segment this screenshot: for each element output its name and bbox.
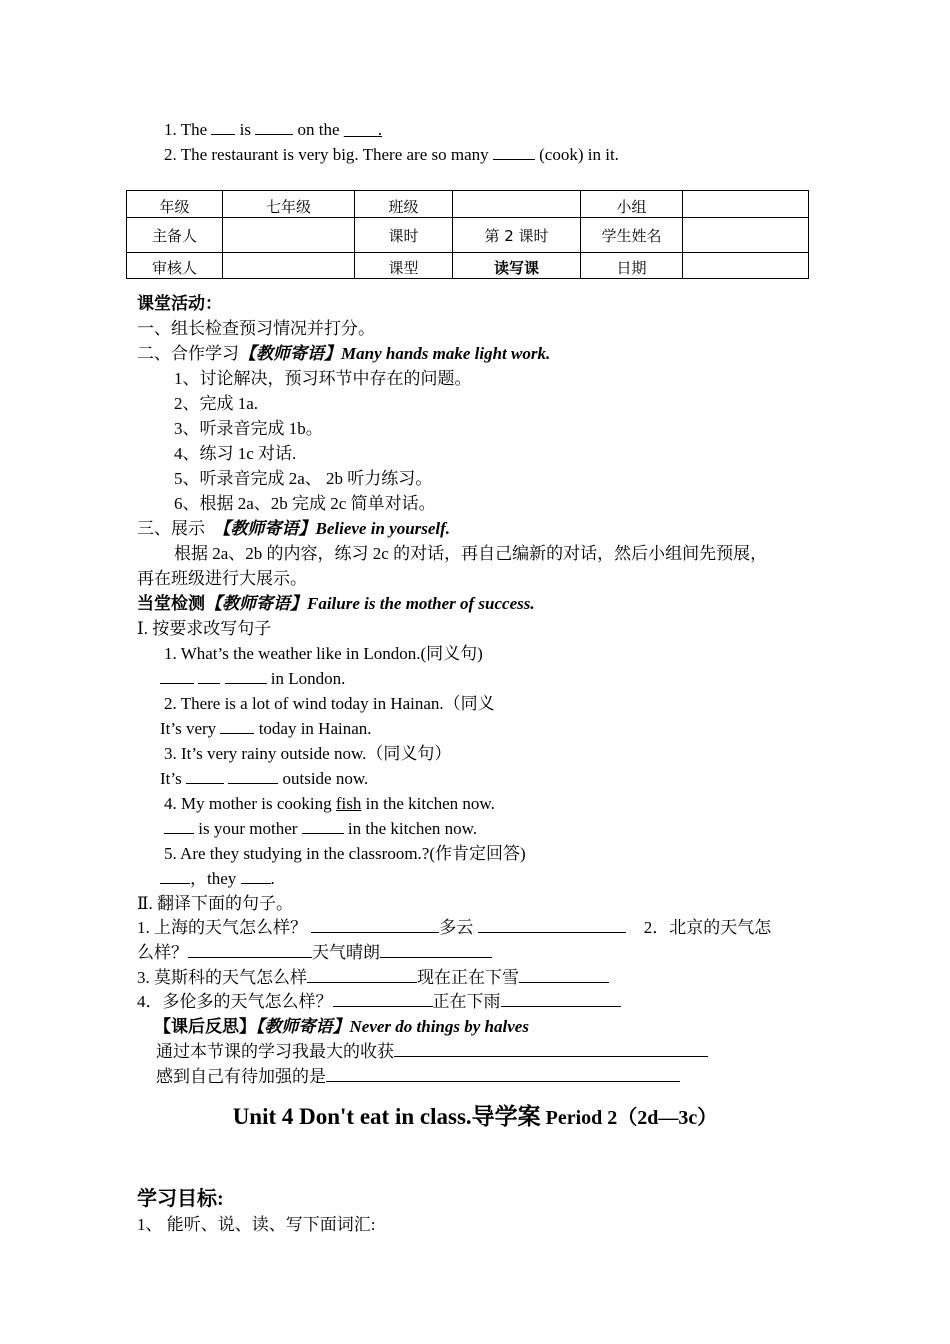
exercise-text: 2. The restaurant is very big. There are so many bbox=[164, 145, 489, 164]
blank bbox=[160, 868, 190, 884]
blank bbox=[228, 768, 278, 784]
translate-text: 2．北京的天气怎 bbox=[643, 918, 772, 937]
cell-label-preparer: 主备人 bbox=[127, 218, 223, 253]
answer-text: in the kitchen now. bbox=[347, 819, 478, 838]
goals-item-1: 1、 能听、说、读、写下面词汇: bbox=[137, 1215, 376, 1234]
translate-text: 3. 莫斯科的天气怎么样 bbox=[137, 968, 307, 987]
blank bbox=[501, 991, 621, 1007]
blank bbox=[241, 868, 271, 884]
exercise-item-2 bbox=[164, 144, 619, 166]
step-3-text-2: 再在班级进行大展示。 bbox=[137, 569, 307, 588]
exercise-item-1 bbox=[164, 119, 382, 141]
exercise-text: on the bbox=[297, 120, 340, 139]
step-2-label: 二、合作学习 bbox=[137, 344, 239, 363]
blank bbox=[311, 917, 439, 933]
period: . bbox=[377, 120, 382, 139]
cell-reviewer-value bbox=[223, 253, 355, 279]
cell-label-date: 日期 bbox=[581, 253, 683, 279]
translate-text: 现在正在下雪 bbox=[417, 968, 519, 987]
underlined-word: fish bbox=[335, 794, 362, 813]
check-title: 当堂检测 bbox=[137, 594, 205, 613]
blank bbox=[164, 818, 194, 834]
blank bbox=[198, 668, 220, 684]
question-2: 2. There is a lot of wind today in Hainan.（同义 bbox=[164, 694, 495, 713]
cell-label-lesson-type: 课型 bbox=[355, 253, 453, 279]
translate-text: 正在下雨 bbox=[432, 992, 501, 1011]
answer-text: in London. bbox=[270, 669, 346, 688]
blank bbox=[186, 768, 224, 784]
answer-text: It’s very bbox=[160, 719, 217, 738]
cell-label-period: 课时 bbox=[355, 218, 453, 253]
question-3-answer bbox=[160, 768, 368, 790]
translate-2-continued bbox=[137, 942, 492, 964]
info-row-grade bbox=[127, 191, 809, 218]
step-3-label: 三、展示 bbox=[137, 519, 214, 538]
section-title-classroom: 课堂活动： bbox=[137, 294, 222, 313]
answer-text: It’s bbox=[160, 769, 182, 788]
question-2-answer bbox=[160, 718, 372, 740]
cell-student-name-value bbox=[683, 218, 809, 253]
motto-text: Failure is the mother of success. bbox=[307, 594, 535, 613]
motto-text: Many hands make light work. bbox=[341, 344, 551, 363]
cell-grade-value: 七年级 bbox=[223, 191, 355, 218]
question-1: 1. What’s the weather like in London.(同义句) bbox=[164, 644, 483, 663]
translate-text: 么样？ bbox=[137, 943, 188, 962]
info-row-reviewer bbox=[127, 253, 809, 279]
exercise-text: (cook) in it. bbox=[539, 145, 619, 164]
blank bbox=[307, 967, 417, 983]
question-4-answer bbox=[164, 818, 477, 840]
blank bbox=[225, 668, 267, 684]
cell-label-student-name: 学生姓名 bbox=[581, 218, 683, 253]
blank bbox=[160, 668, 194, 684]
unit-title-main: Unit 4 Don't eat in class.导学案 bbox=[232, 1104, 541, 1129]
blank bbox=[380, 942, 492, 958]
cell-preparer-value bbox=[223, 218, 355, 253]
goals-title: 学习目标: bbox=[137, 1188, 224, 1210]
unit-title bbox=[0, 1098, 950, 1131]
info-table bbox=[126, 190, 809, 279]
answer-text: is your mother bbox=[198, 819, 298, 838]
answer-text: ，they bbox=[190, 869, 237, 888]
cell-label-group: 小组 bbox=[581, 191, 683, 218]
info-row-preparer bbox=[127, 218, 809, 253]
motto-text: Never do things by halves bbox=[349, 1017, 529, 1036]
unit-title-period: Period 2（2d—3c） bbox=[540, 1107, 718, 1129]
translate-1-and-2 bbox=[137, 917, 771, 939]
exercise-text: is bbox=[239, 120, 251, 139]
blank-with-period bbox=[344, 120, 382, 139]
cell-date-value bbox=[683, 253, 809, 279]
answer-text: . bbox=[270, 869, 275, 888]
blank bbox=[302, 818, 344, 834]
exercise-text: 1. The bbox=[164, 120, 208, 139]
teacher-quote-label: 【教师寄语】 bbox=[213, 519, 316, 538]
question-text: 4. My mother is cooking bbox=[164, 794, 332, 813]
answer-text: outside now. bbox=[282, 769, 369, 788]
cell-label-reviewer: 审核人 bbox=[127, 253, 223, 279]
cell-group-value bbox=[683, 191, 809, 218]
question-5: 5. Are they studying in the classroom.?(作肯定回答) bbox=[164, 844, 526, 863]
reflection-text: 通过本节课的学习我最大的收获 bbox=[156, 1042, 394, 1061]
section-title-check bbox=[137, 593, 535, 615]
cell-label-grade: 年级 bbox=[127, 191, 223, 218]
translate-4 bbox=[137, 991, 621, 1013]
step-3-text-1: 根据 2a、2b 的内容，练习 2c 的对话，再自己编新的对话，然后小组间先预展， bbox=[174, 544, 768, 563]
translate-text: 4．多伦多的天气怎么样？ bbox=[137, 992, 333, 1011]
blank bbox=[394, 1041, 708, 1057]
sub-step-6: 6、根据 2a、2b 完成 2c 简单对话。 bbox=[174, 494, 436, 513]
blank bbox=[220, 718, 254, 734]
teacher-quote-label: 【教师寄语】 bbox=[239, 344, 341, 363]
translate-text: 天气晴朗 bbox=[312, 943, 380, 962]
translate-3 bbox=[137, 967, 609, 989]
cell-label-class: 班级 bbox=[355, 191, 453, 218]
question-text: in the kitchen now. bbox=[365, 794, 495, 813]
cell-lesson-type-value: 读写课 bbox=[453, 253, 581, 279]
reflection-text: 感到自己有待加强的是 bbox=[156, 1067, 326, 1086]
sub-step-4: 4、练习 1c 对话. bbox=[174, 444, 297, 463]
blank bbox=[478, 917, 626, 933]
answer-text: today in Hainan. bbox=[258, 719, 372, 738]
blank bbox=[188, 942, 312, 958]
translate-text: 多云 bbox=[439, 918, 474, 937]
blank bbox=[519, 967, 609, 983]
sub-step-3: 3、听录音完成 1b。 bbox=[174, 419, 323, 438]
motto-text: Believe in yourself. bbox=[315, 519, 451, 538]
cell-period-value: 第 2 课时 bbox=[453, 218, 581, 253]
cell-class-value bbox=[453, 191, 581, 218]
question-3: 3. It’s very rainy outside now.（同义句） bbox=[164, 744, 452, 763]
reflection-title bbox=[154, 1016, 529, 1038]
step-3 bbox=[137, 518, 450, 540]
part-1-title: Ⅰ. 按要求改写句子 bbox=[137, 619, 272, 638]
reflection-label: 【课后反思】 bbox=[154, 1017, 256, 1036]
blank bbox=[326, 1066, 680, 1082]
question-1-answer bbox=[160, 668, 345, 690]
question-4 bbox=[164, 793, 495, 815]
sub-step-1: 1、讨论解决，预习环节中存在的问题。 bbox=[174, 369, 472, 388]
part-2-title: Ⅱ. 翻译下面的句子。 bbox=[137, 894, 294, 913]
question-5-answer bbox=[160, 868, 275, 890]
reflection-line-2 bbox=[156, 1066, 680, 1088]
reflection-line-1 bbox=[156, 1041, 708, 1063]
step-1: 一、组长检查预习情况并打分。 bbox=[137, 319, 375, 338]
translate-text: 1. 上海的天气怎么样？ bbox=[137, 918, 307, 937]
blank bbox=[211, 119, 235, 135]
step-2 bbox=[137, 343, 550, 365]
sub-step-5: 5、听录音完成 2a、 2b 听力练习。 bbox=[174, 469, 433, 488]
blank bbox=[493, 144, 535, 160]
teacher-quote-label: 【教师寄语】 bbox=[205, 594, 307, 613]
blank bbox=[255, 119, 293, 135]
blank bbox=[333, 991, 433, 1007]
teacher-quote-label: 【教师寄语】 bbox=[256, 1017, 350, 1036]
sub-step-2: 2、完成 1a. bbox=[174, 394, 259, 413]
